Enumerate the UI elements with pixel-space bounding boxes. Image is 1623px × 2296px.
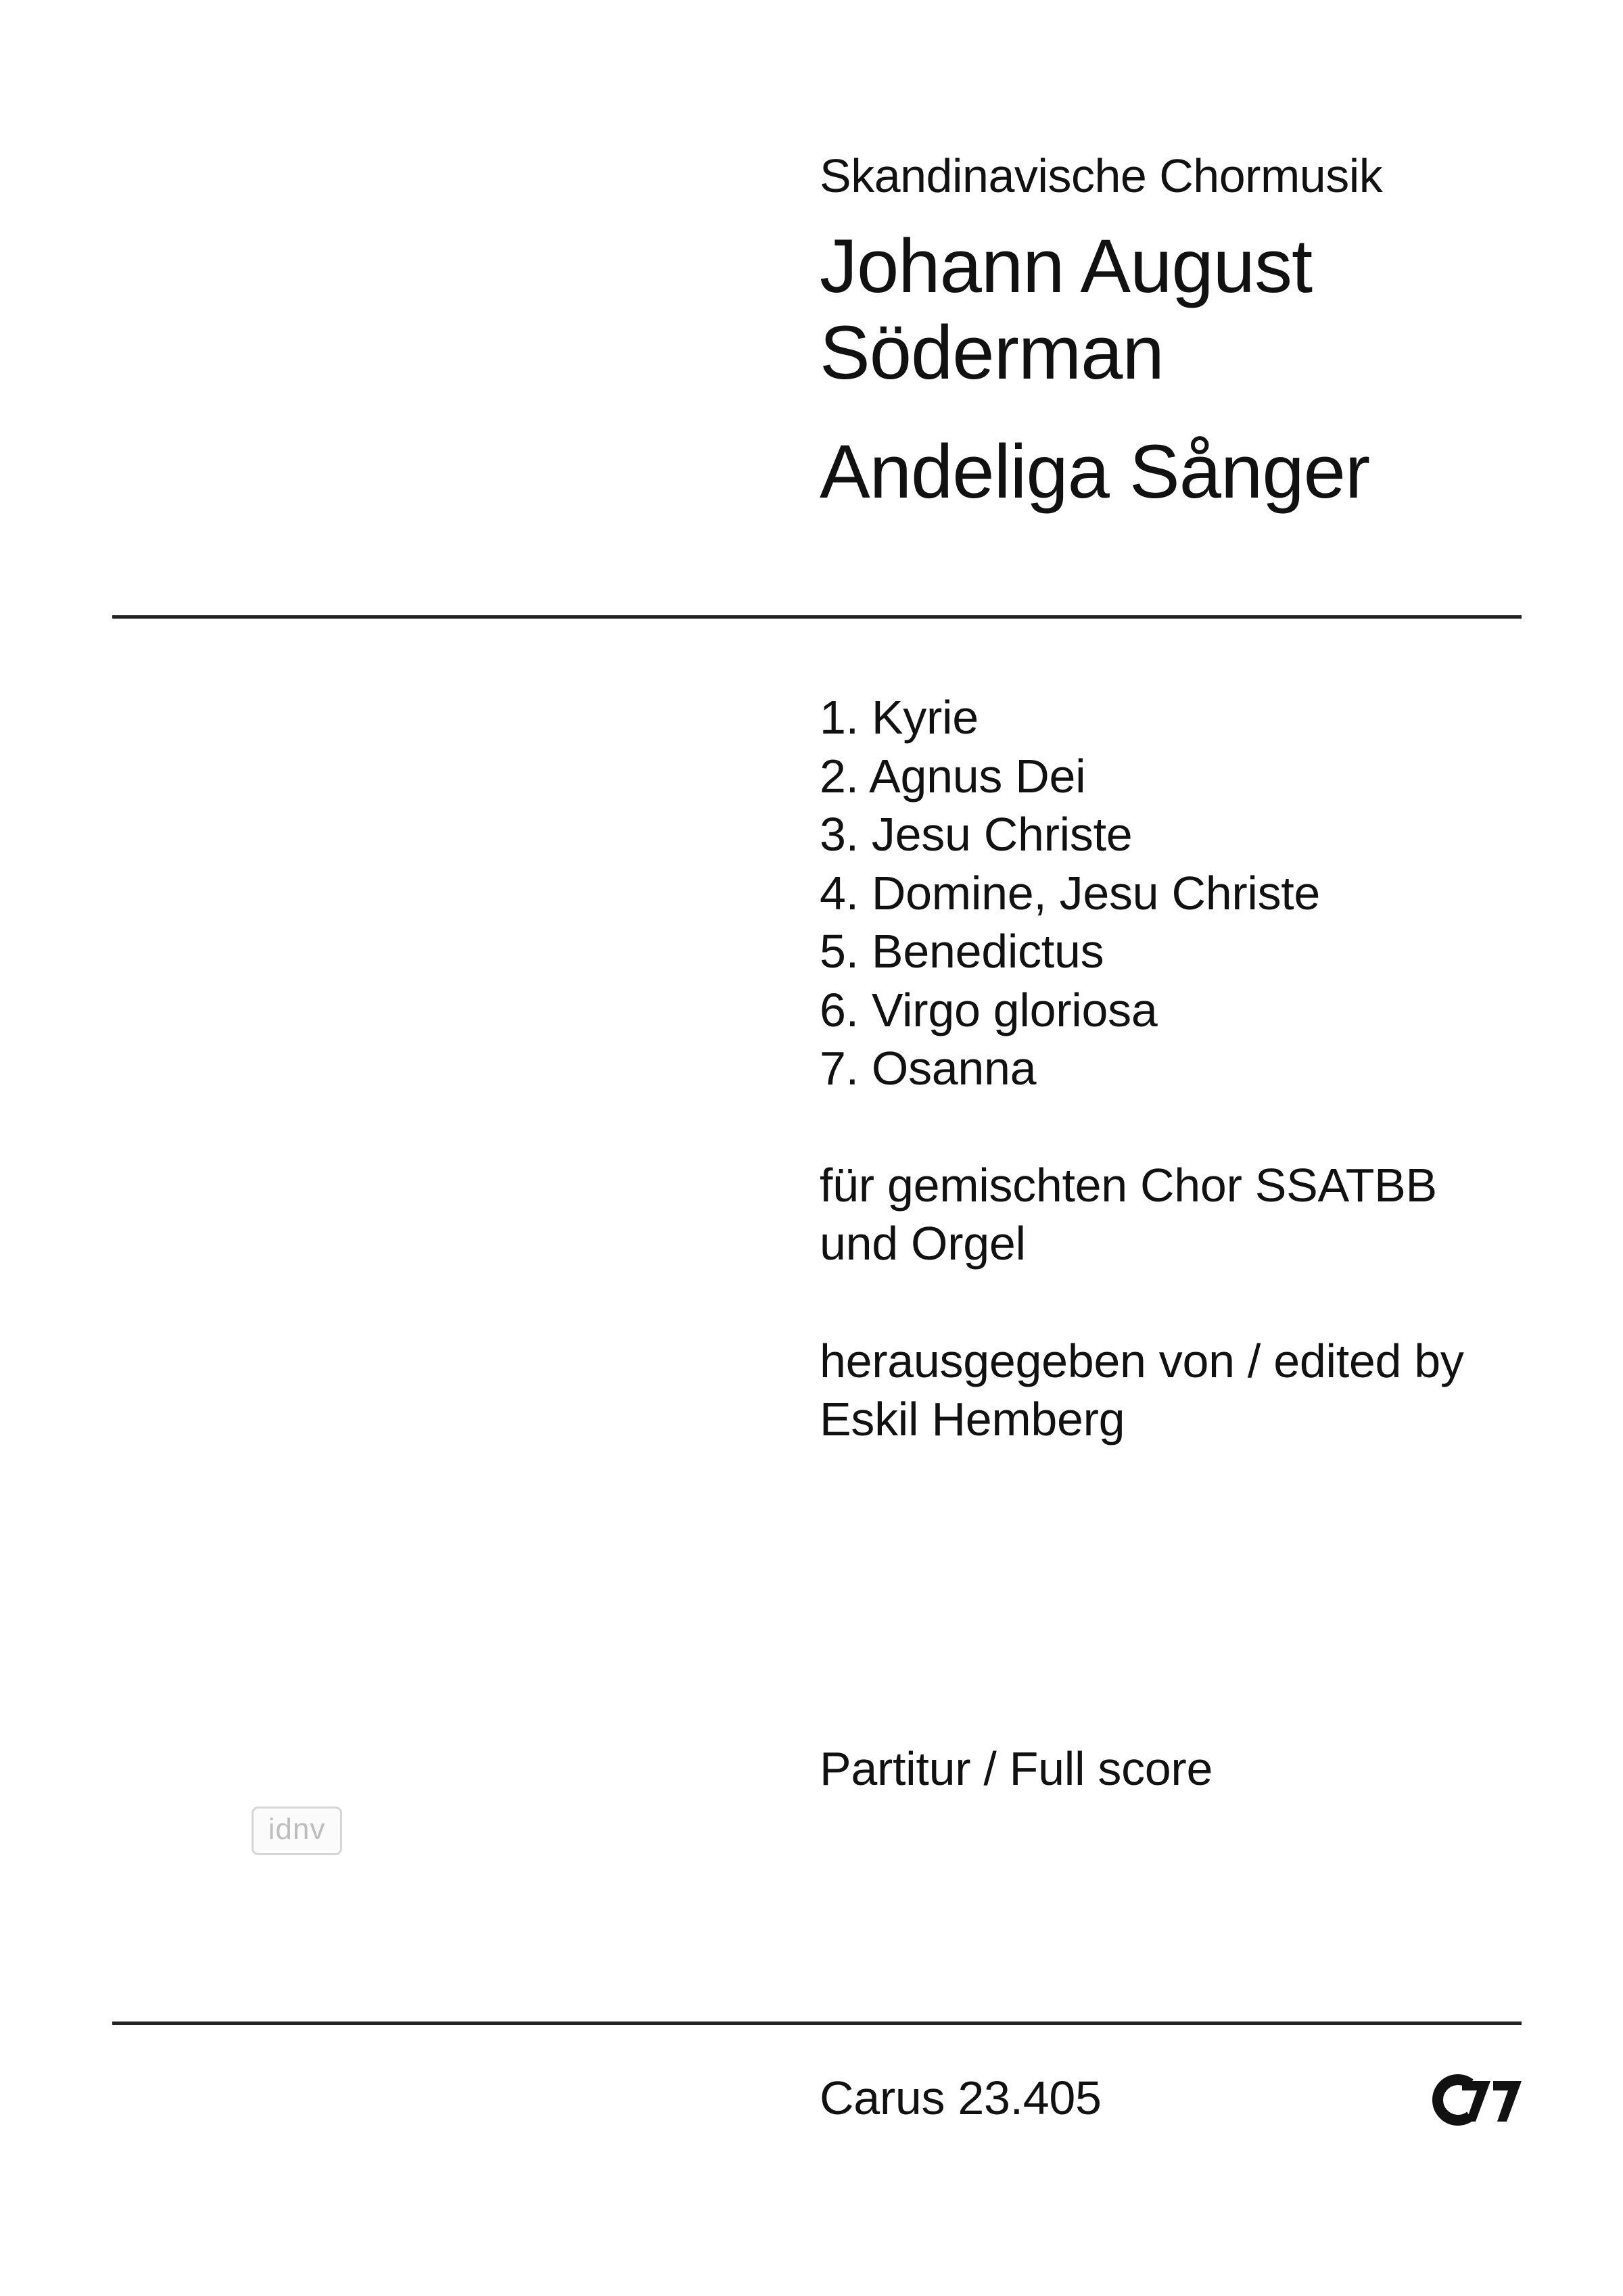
movement-item: 3. Jesu Christe bbox=[820, 808, 1133, 861]
edition-type: Partitur / Full score bbox=[820, 1742, 1213, 1795]
scoring-line: und Orgel bbox=[820, 1217, 1026, 1270]
movement-item: 1. Kyrie bbox=[820, 691, 979, 744]
bottom-divider bbox=[112, 2022, 1522, 2025]
composer-name bbox=[820, 223, 1563, 396]
movement-item: 4. Domine, Jesu Christe bbox=[820, 866, 1321, 919]
carus-logo-icon bbox=[1428, 2074, 1522, 2126]
composer-first-names: Johann August bbox=[820, 224, 1313, 308]
scoring bbox=[820, 1156, 1563, 1272]
top-divider bbox=[112, 615, 1522, 619]
movement-list bbox=[820, 688, 1563, 1098]
catalog-number: Carus 23.405 bbox=[820, 2072, 1102, 2124]
movement-item: 7. Osanna bbox=[820, 1042, 1037, 1095]
movement-item: 6. Virgo gloriosa bbox=[820, 983, 1158, 1036]
scoring-line: für gemischten Chor SSATBB bbox=[820, 1159, 1437, 1212]
watermark-stamp: idnv bbox=[252, 1807, 342, 1855]
movement-item: 2. Agnus Dei bbox=[820, 749, 1086, 803]
editor-name: Eskil Hemberg bbox=[820, 1393, 1125, 1445]
composer-surname: Söderman bbox=[820, 310, 1164, 395]
editor-credit bbox=[820, 1332, 1563, 1448]
movement-item: 5. Benedictus bbox=[820, 925, 1104, 978]
series-title: Skandinavische Chormusik bbox=[820, 149, 1383, 202]
work-title: Andeliga Sånger bbox=[820, 429, 1370, 514]
editor-label: herausgegeben von / edited by bbox=[820, 1335, 1464, 1387]
